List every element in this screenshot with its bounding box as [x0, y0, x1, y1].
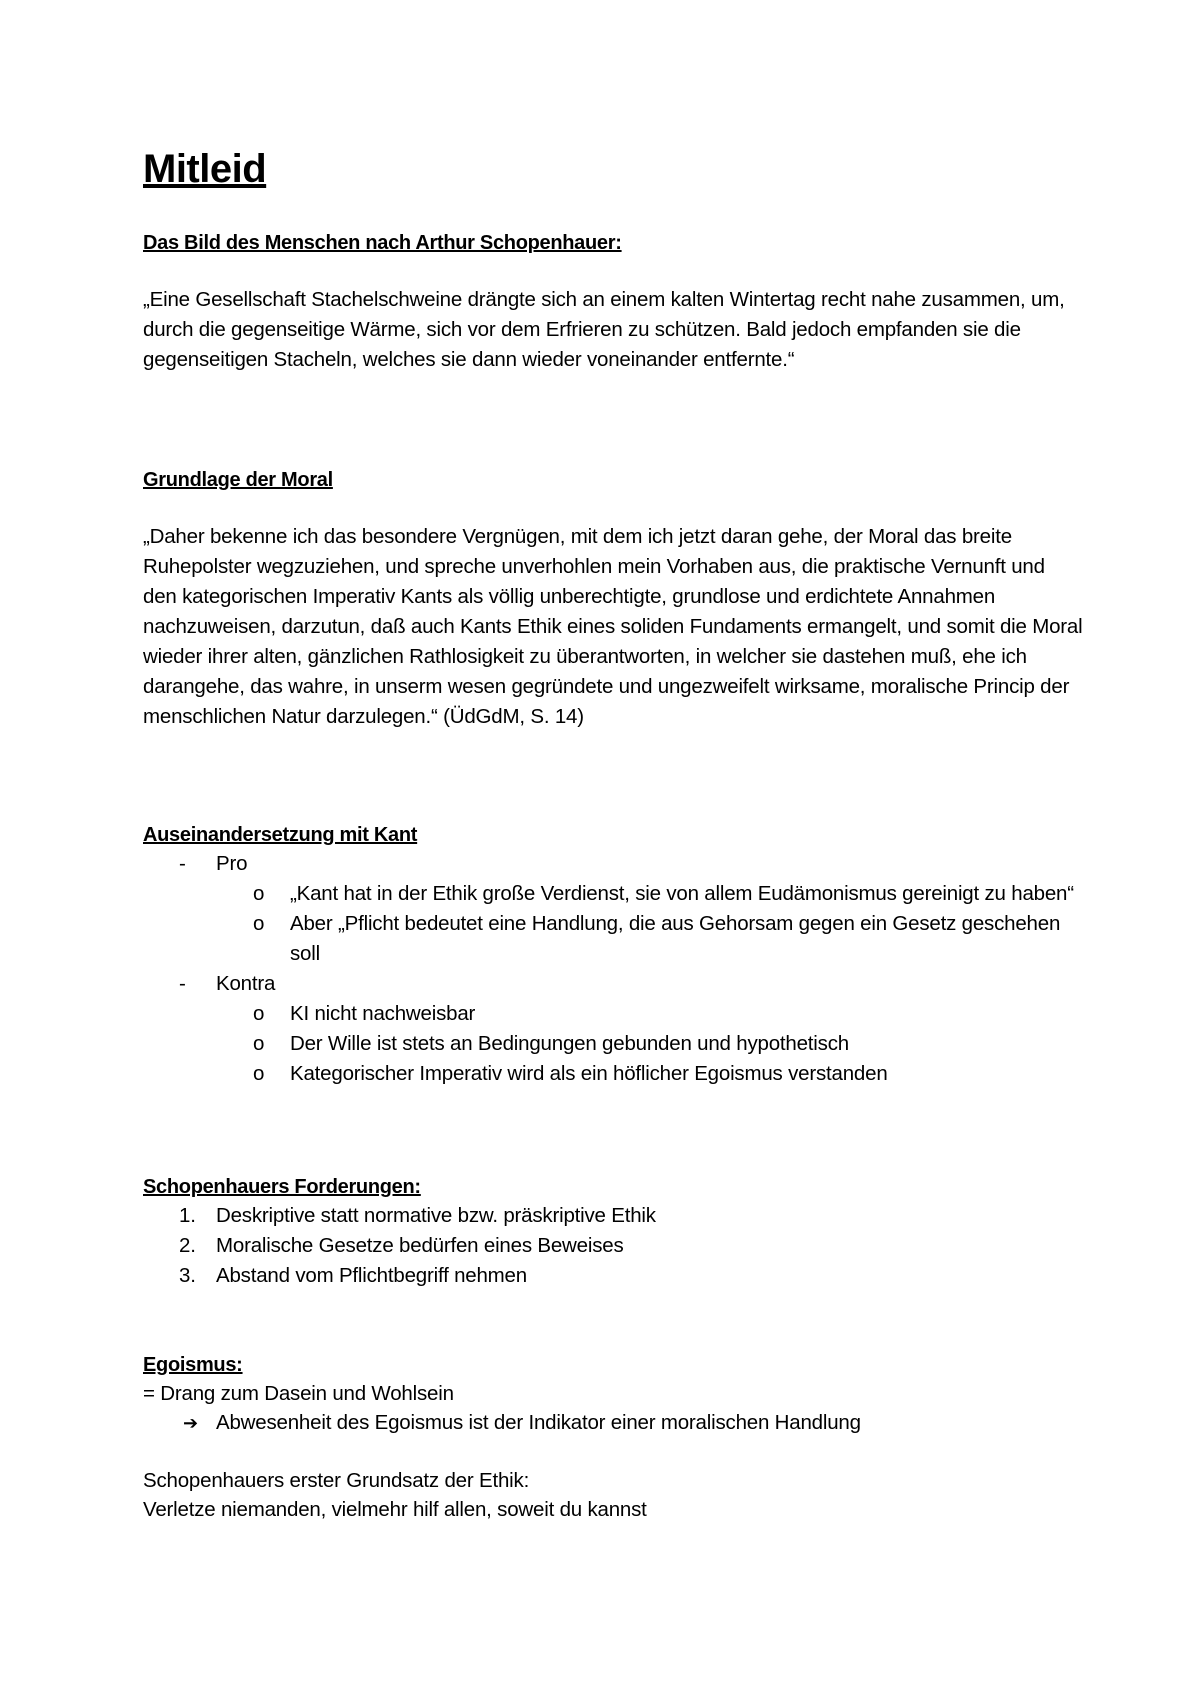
circle-bullet: o [253, 1032, 265, 1055]
kontra-item-2: Der Wille ist stets an Bedingungen gebunden und hypothetisch [290, 1032, 849, 1055]
heading-menschenbild: Das Bild des Menschen nach Arthur Schopenhauer: [143, 232, 622, 254]
kant-list [143, 849, 1083, 1089]
egoismus-conclusion [143, 1408, 1083, 1438]
list-item-kontra [143, 969, 1083, 999]
egoismus-definition: = Drang zum Dasein und Wohlsein [143, 1382, 454, 1405]
quote-grundlage-moral: „Daher bekenne ich das besondere Vergnügen, mit dem ich jetzt daran gehe, der Moral das breite Ruhepolster wegzuziehen, und spreche unverhohlen mein Vorhaben aus, die praktische Vernunft und den kategorischen Imperativ Kants als völlig unberechtigte, grundlose und erdichtete Annahmen nachzuweisen, darzutun, daß auch Kants Ethik eines soliden Fundaments ermangelt, und somit die Moral wieder ihrer alten, gänzlichen Rathlosigkeit zu überantworten, in welcher sie dastehen muß, ehe ich darangehe, das wahre, in unserm wesen gegründete und ungezweifelt wirksame, moralische Princip der menschlichen Natur darzulegen.“ (ÜdGdM, S. 14) [143, 525, 1083, 728]
kontra-item-3: Kategorischer Imperativ wird als ein höflicher Egoismus verstanden [290, 1062, 888, 1085]
quote-stachelschweine: „Eine Gesellschaft Stachelschweine drängte sich an einem kalten Wintertag recht nahe zusammen, um, durch die gegenseitige Wärme, sich vor dem Erfrieren zu schützen. Bald jedoch empfanden sie die gegenseitigen Stacheln, welches sie dann wieder voneinander entfernte.“ [143, 288, 1065, 371]
kontra-label: Kontra [216, 972, 276, 995]
list-item [143, 1029, 1083, 1059]
kontra-item-1: KI nicht nachweisbar [290, 1002, 476, 1025]
list-item [143, 999, 1083, 1029]
heading-kant: Auseinandersetzung mit Kant [143, 824, 418, 846]
list-item [143, 1059, 1083, 1089]
circle-bullet: o [253, 1062, 265, 1085]
pro-item-2: Aber „Pflicht bedeutet eine Handlung, die aus Gehorsam gegen ein Gesetz geschehen soll [290, 912, 1061, 965]
forderungen-list [143, 1201, 1083, 1291]
list-item [143, 1201, 1083, 1231]
list-item-pro [143, 849, 1083, 879]
forderung-text: Deskriptive statt normative bzw. präskriptive Ethik [216, 1204, 656, 1227]
circle-bullet: o [253, 1002, 265, 1025]
list-number: 3. [179, 1264, 196, 1287]
page-title: Mitleid [143, 147, 267, 191]
list-number: 1. [179, 1204, 196, 1227]
list-number: 2. [179, 1234, 196, 1257]
document-page [143, 0, 1083, 1521]
egoismus-conclusion-text: Abwesenheit des Egoismus ist der Indikator einer moralischen Handlung [216, 1411, 861, 1434]
heading-forderungen: Schopenhauers Forderungen: [143, 1176, 421, 1198]
grundsatz-heading: Schopenhauers erster Grundsatz der Ethik: [143, 1469, 530, 1492]
pro-item-1: „Kant hat in der Ethik große Verdienst, sie von allem Eudämonismus gereinigt zu haben“ [290, 882, 1074, 905]
dash-bullet: - [179, 972, 186, 995]
heading-grundlage-moral: Grundlage der Moral [143, 469, 333, 491]
list-item [143, 879, 1083, 909]
pro-label: Pro [216, 852, 248, 875]
arrow-right-icon: ➔ [183, 1413, 198, 1433]
circle-bullet: o [253, 882, 265, 905]
grundsatz-text: Verletze niemanden, vielmehr hilf allen, soweit du kannst [143, 1498, 647, 1521]
circle-bullet: o [253, 912, 265, 935]
forderung-text: Abstand vom Pflichtbegriff nehmen [216, 1264, 527, 1287]
heading-egoismus: Egoismus: [143, 1354, 243, 1376]
list-item [143, 909, 1083, 969]
list-item [143, 1231, 1083, 1261]
forderung-text: Moralische Gesetze bedürfen eines Beweises [216, 1234, 624, 1257]
dash-bullet: - [179, 852, 186, 875]
list-item [143, 1261, 1083, 1291]
